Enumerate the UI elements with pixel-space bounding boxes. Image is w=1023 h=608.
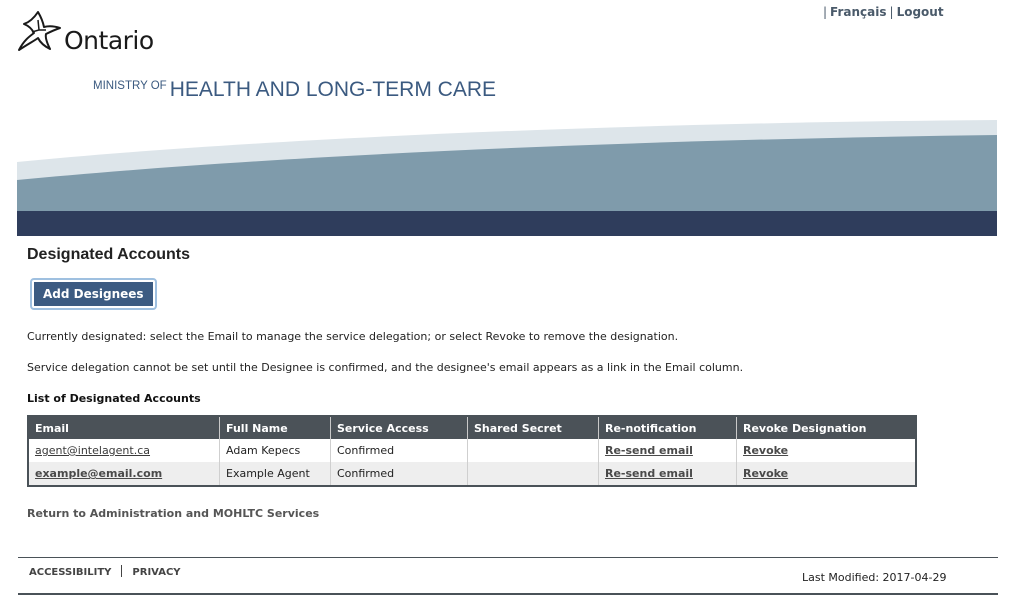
table-row [28, 439, 916, 462]
column-header-renotification: Re-notification [599, 416, 737, 439]
footer-bottom-border [18, 593, 998, 595]
page-title: Designated Accounts [27, 246, 190, 263]
column-header-shared-secret: Shared Secret [468, 416, 599, 439]
renotify-cell [599, 439, 737, 462]
resend-email-link[interactable]: Re-send email [605, 467, 693, 480]
revoke-link[interactable]: Revoke [743, 467, 789, 480]
email-link[interactable]: agent@intelagent.ca [35, 444, 151, 457]
instruction-text: Currently designated: select the Email to manage the service delegation; or select Revoke to remove the designation. [27, 330, 679, 343]
separator: | [823, 5, 828, 19]
revoke-cell [737, 439, 917, 462]
francais-link[interactable]: Français [830, 5, 887, 19]
delegation-note: Service delegation cannot be set until the Designee is confirmed, and the designee's email appears as a link in the Email column. [27, 361, 744, 374]
renotify-cell [599, 462, 737, 486]
footer-links [29, 565, 181, 578]
logo-text: Ontario [64, 26, 154, 55]
separator: | [889, 5, 894, 19]
full-name-cell: Example Agent [220, 462, 331, 486]
table-header-row [28, 416, 916, 439]
add-designees-button[interactable]: Add Designees [32, 280, 155, 308]
column-header-full-name: Full Name [220, 416, 331, 439]
trillium-icon [16, 8, 62, 54]
return-to-administration-link[interactable]: Return to Administration and MOHLTC Services [27, 507, 320, 520]
email-cell [28, 439, 220, 462]
revoke-link[interactable]: Revoke [743, 444, 789, 457]
service-access-cell: Confirmed [331, 439, 468, 462]
service-access-cell: Confirmed [331, 462, 468, 486]
main-content [27, 246, 967, 520]
revoke-cell [737, 462, 917, 486]
accessibility-link[interactable]: ACCESSIBILITY [29, 567, 112, 578]
column-header-service-access: Service Access [331, 416, 468, 439]
column-header-email: Email [28, 416, 220, 439]
column-header-revoke: Revoke Designation [737, 416, 917, 439]
top-links [820, 5, 944, 19]
ministry-title [93, 78, 496, 102]
designated-accounts-table [27, 415, 917, 487]
full-name-cell: Adam Kepecs [220, 439, 331, 462]
footer-divider [18, 557, 998, 558]
last-modified: Last Modified: 2017-04-29 [802, 571, 947, 584]
shared-secret-cell [468, 439, 599, 462]
email-link[interactable]: example@email.com [35, 467, 163, 480]
privacy-link[interactable]: PRIVACY [132, 567, 181, 578]
shared-secret-cell [468, 462, 599, 486]
header-banner [17, 118, 997, 236]
ministry-prefix: MINISTRY OF [93, 80, 167, 92]
list-title: List of Designated Accounts [27, 392, 201, 405]
resend-email-link[interactable]: Re-send email [605, 444, 693, 457]
ontario-logo[interactable] [16, 8, 176, 58]
table-row [28, 462, 916, 486]
logout-link[interactable]: Logout [896, 5, 944, 19]
separator [121, 565, 122, 577]
email-cell [28, 462, 220, 486]
ministry-name: HEALTH AND LONG-TERM CARE [169, 78, 497, 101]
